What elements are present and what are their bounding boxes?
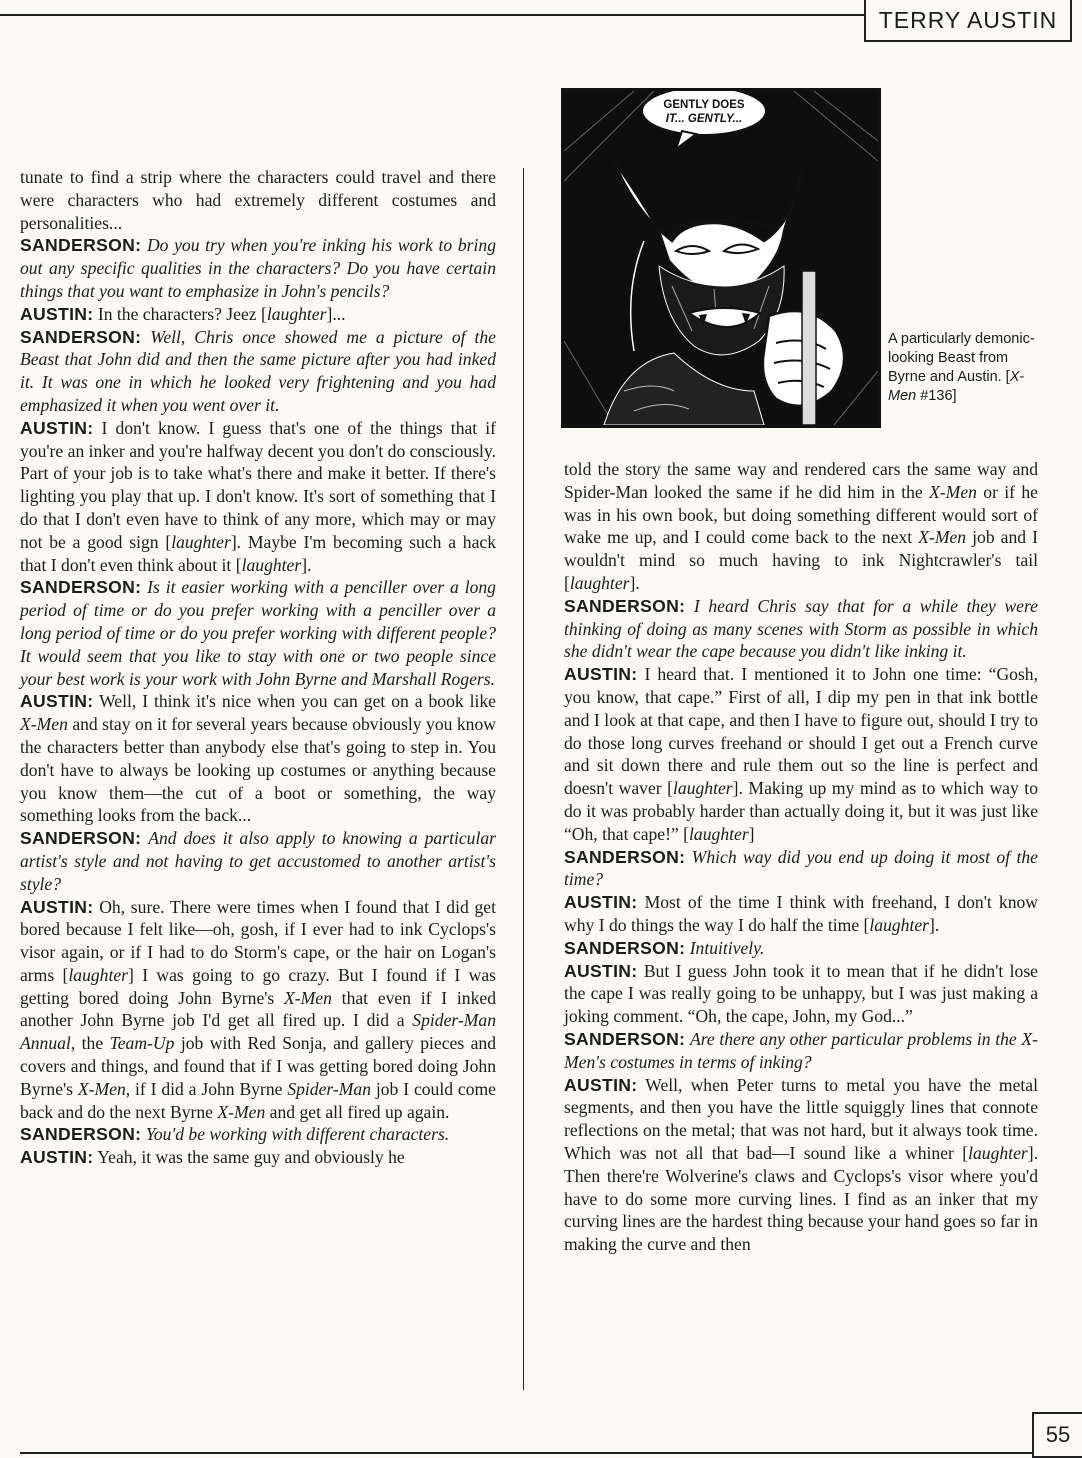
text-run: and get all fired up again. (265, 1101, 450, 1122)
text-run: ]... (326, 303, 346, 324)
text-run: Do you try when you're inking his work to bring out any specific qualities in the characters? Do you have certain things that you want to emphasize in John's pencils? (20, 235, 496, 301)
text-run: , the (70, 1033, 110, 1054)
text-run: Spider-Man (287, 1078, 372, 1099)
paragraph (564, 891, 1038, 937)
paragraph (564, 846, 1038, 892)
paragraph (20, 1146, 496, 1169)
speaker-label: AUSTIN: (20, 417, 94, 438)
text-run: ]. (301, 554, 312, 575)
balloon-text-2: IT... GENTLY... (665, 113, 743, 125)
speaker-label: SANDERSON: (564, 846, 686, 867)
text-run: Which way did you end up doing it most of the time? (564, 846, 1038, 890)
speaker-label: SANDERSON: (564, 595, 686, 616)
text-run: X-Men (918, 527, 967, 548)
right-column (564, 458, 1038, 1256)
text-run: or if he was in his own book, but doing something different would sort of wake me up, and I could come back to the next (564, 481, 1038, 548)
text-run: , if I did a John Byrne (125, 1078, 288, 1099)
text-run: laughter (171, 531, 231, 552)
text-run: I heard Chris say that for a while they were thinking of doing as many scenes with Storm as possible in which she didn't wear the cape because you didn't like inking it. (564, 595, 1038, 662)
speaker-label: SANDERSON: (20, 235, 142, 256)
paragraph (20, 827, 496, 895)
text-run: ]. (929, 914, 940, 935)
paragraph (564, 937, 1038, 960)
caption-title: X-Men (888, 369, 1025, 404)
caption-issue: #136] (916, 388, 957, 404)
text-run: Is it easier working with a penciller over a long period of time or do you prefer working with a penciller over a long period of time or do you prefer working with different people? It would seem that you like to stay with one or two people since your best work is your work with John Byrne and Marshall Rogers. (20, 577, 496, 689)
text-run: X-Men (284, 987, 332, 1008)
paragraph (564, 663, 1038, 845)
text-run: laughter (869, 914, 930, 935)
paragraph (564, 1028, 1038, 1074)
text-run: X-Men (20, 714, 68, 735)
text-run: ]. Maybe I'm becoming such a hack that I don't even think about it [ (20, 531, 497, 575)
paragraph (564, 458, 1038, 595)
text-run: Intuitively. (689, 937, 765, 958)
text-run: You'd be working with different characters. (145, 1124, 450, 1145)
paragraph (564, 595, 1038, 663)
text-run: ] I was going to go crazy. But I found if I was getting bored doing John Byrne's (20, 964, 496, 1008)
speaker-label: AUSTIN: (20, 303, 94, 324)
top-rule (0, 14, 866, 16)
text-run: Oh, sure. There were times when I found that I did get bored because I felt like—oh, gosh, if I ever had to ink Cyclops's visor again, or if I had to do Storm's cape, or the hair on Logan's arms [ (20, 896, 496, 985)
left-column (20, 166, 496, 1169)
speaker-label: AUSTIN: (564, 664, 638, 685)
speaker-label: SANDERSON: (20, 1124, 142, 1145)
paragraph (20, 417, 496, 577)
text-run: and stay on it for several years because obviously you know the characters better than anybody else that's going to step in. You don't have to always be looking up costumes or anything because you know them—the cut of a boot or something, the way something looks from the back... (20, 714, 496, 826)
text-run: laughter (266, 303, 327, 324)
text-run: laughter (241, 554, 302, 575)
beast-illustration (561, 88, 881, 428)
text-run: Well, I think it's nice when you can get on a book like (99, 691, 496, 712)
text-run: told the story the same way and rendered cars the same way and Spider-Man looked the same if he did him in the (564, 459, 1038, 502)
speaker-label: AUSTIN: (564, 1074, 638, 1095)
text-run: ] (748, 823, 755, 844)
text-run: And does it also apply to knowing a particular artist's style and not having to get accustomed to another artist's style? (20, 828, 496, 894)
text-run: Yeah, it was the same guy and obviously he (97, 1147, 405, 1168)
paragraph (20, 303, 496, 326)
text-run: ]. Making up my mind as to which way to do it was probably harder than actually doing it, but it was just like “Oh, that cape!” [ (564, 778, 1038, 844)
text-run: X-Men (77, 1078, 126, 1099)
page-number: 55 (1032, 1412, 1082, 1458)
text-run: tunate to find a strip where the characters could travel and there were characters who had extremely different costumes and personalities... (20, 167, 496, 233)
speaker-label: AUSTIN: (20, 896, 94, 917)
text-run: laughter (689, 823, 749, 844)
text-run: In the characters? Jeez [ (97, 303, 267, 324)
column-divider (523, 168, 524, 1390)
text-run: But I guess John took it to mean that if he didn't lose the cape I was really going to be unhappy, but I was just making a joking comment. “Oh, the cape, John, my God...” (564, 960, 1038, 1027)
bottom-rule (20, 1452, 1032, 1454)
balloon-text-1: GENTLY DOES (663, 99, 745, 111)
speaker-label: AUSTIN: (564, 892, 638, 913)
speaker-label: AUSTIN: (20, 691, 94, 712)
speaker-label: SANDERSON: (20, 828, 142, 849)
text-run: job I could come back and do the next Byrne (20, 1078, 496, 1122)
text-run: X-Men (929, 481, 977, 502)
paragraph (20, 896, 496, 1124)
text-run: I heard that. I mentioned it to John one time: “Gosh, you know, that cape.” First of all, I dip my pen in that ink bottle and I look at that cape, and then I have to figure out, should I try to do those long curves freehand or should I get out a French curve and sit down there and rule them out so the line is perfect and doesn't waver [ (564, 664, 1038, 799)
text-run: ]. (629, 572, 640, 593)
text-run: Spider-Man Annual (20, 1010, 496, 1054)
paragraph (20, 576, 496, 690)
text-run: laughter (673, 778, 733, 799)
figure-caption (888, 330, 1038, 406)
speaker-label: AUSTIN: (20, 1147, 94, 1168)
text-run: ]. Then there're Wolverine's claws and Cyclops's visor where you'd have to do some more curving lines. I find as an inker that my curving lines are the hardest thing because your hand goes so far in making the curve and then (564, 1142, 1038, 1255)
text-run: laughter (68, 964, 129, 985)
text-run: laughter (569, 572, 630, 593)
text-run: job and I wouldn't mind so much having to ink Nightcrawler's tail [ (564, 527, 1038, 593)
speaker-label: SANDERSON: (20, 577, 142, 598)
text-run: Are there any other particular problems in the X-Men's costumes in terms of inking? (564, 1028, 1038, 1072)
paragraph (20, 690, 496, 827)
paragraph (20, 234, 496, 302)
paragraph (564, 1074, 1038, 1256)
text-run: job with Red Sonja, and gallery pieces and covers and things, and found that if I was getting bored doing John Byrne's (20, 1033, 496, 1099)
speaker-label: SANDERSON: (564, 937, 686, 958)
paragraph (20, 1123, 496, 1146)
running-head: TERRY AUSTIN (864, 0, 1072, 42)
text-run: laughter (968, 1142, 1028, 1163)
paragraph (564, 960, 1038, 1028)
text-run: X-Men (217, 1101, 266, 1122)
paragraph (20, 326, 496, 417)
paragraph (20, 166, 496, 234)
text-run: Well, Chris once showed me a picture of the Beast that John did and then the same picture after you had inked it. It was one in which he looked very frightening and you had emphasized it when you went over it. (20, 326, 496, 415)
text-run: Well, when Peter turns to metal you have the metal segments, and then you have the little squiggly lines that connote reflections on the metal; that was not hard, but it always took time. Which was not all that bad—I sound like a whiner [ (564, 1074, 1038, 1163)
speaker-label: AUSTIN: (564, 960, 638, 981)
caption-text: A particularly demonic-looking Beast from Byrne and Austin. [ (888, 331, 1035, 385)
speaker-label: SANDERSON: (20, 326, 142, 347)
text-run: Most of the time I think with freehand, I don't know why I do things the way I do half the time [ (564, 892, 1038, 935)
text-run: that even if I inked another John Byrne job I'd get all fired up. I did a (20, 987, 496, 1031)
text-run: I don't know. I guess that's one of the things that if you're an inker and you're halfway decent you don't do consciously. Part of your job is to take what's there and make it better. If there's lighting you play that up. I don't know. It's sort of something that I do that I don't even have to think of any more, which may or may not be a good sign [ (20, 417, 496, 552)
speaker-label: SANDERSON: (564, 1028, 686, 1049)
text-run: Team-Up (109, 1033, 175, 1054)
